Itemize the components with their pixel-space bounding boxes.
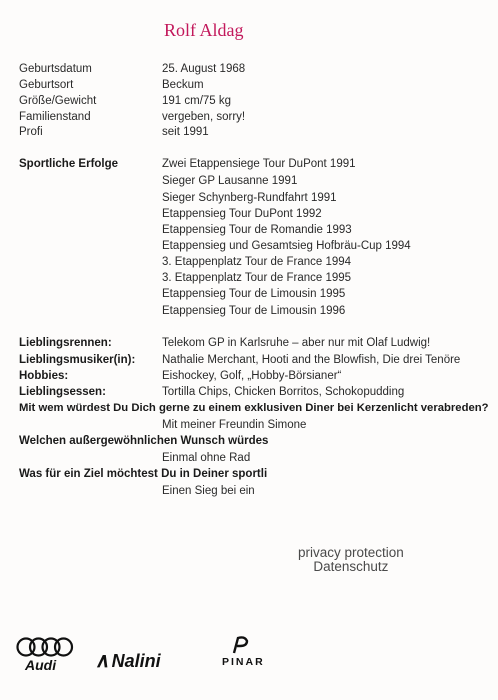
privacy-line: privacy protection xyxy=(298,545,404,560)
achievement-item: Etappensieg Tour DuPont 1992 xyxy=(162,208,322,220)
profile-label: Geburtsdatum xyxy=(19,63,92,75)
favorite-value: Telekom GP in Karlsruhe – aber nur mit Olaf Ludwig! xyxy=(162,337,431,349)
achievement-item: Etappensieg Tour de Limousin 1995 xyxy=(162,288,346,300)
profile-value: vergeben, sorry! xyxy=(162,111,246,123)
privacy-notice xyxy=(298,546,404,574)
nalini-logo-text: Nalini xyxy=(111,651,161,671)
favorite-label: Hobbies: xyxy=(19,370,69,382)
achievement-item: Sieger Schynberg-Rundfahrt 1991 xyxy=(162,192,337,204)
favorite-value: Tortilla Chips, Chicken Borritos, Schokopudding xyxy=(162,386,405,398)
audi-logo: Audi xyxy=(25,657,57,673)
favorite-value: Nathalie Merchant, Hooti and the Blowfish, Die drei Tenöre xyxy=(162,354,461,366)
achievement-item: Etappensieg Tour de Limousin 1996 xyxy=(162,305,346,317)
favorite-value: Eishockey, Golf, „Hobby-Börsianer“ xyxy=(162,370,342,382)
answer-text: Einen Sieg bei ein xyxy=(162,485,255,497)
page-title: Rolf Aldag xyxy=(164,20,244,40)
answer-text: Einmal ohne Rad xyxy=(162,452,251,464)
profile-label: Größe/Gewicht xyxy=(19,95,97,107)
favorite-label: Lieblingsrennen: xyxy=(19,337,112,349)
pinarello-mark-icon xyxy=(230,635,252,655)
profile-value: seit 1991 xyxy=(162,126,209,138)
achievement-item: Sieger GP Lausanne 1991 xyxy=(162,175,298,187)
question-text: Was für ein Ziel möchtest Du in Deiner sportli xyxy=(19,468,268,480)
question-text: Mit wem würdest Du Dich gerne zu einem exklusiven Diner bei Kerzenlicht verabreden? xyxy=(19,402,489,414)
answer-text: Mit meiner Freundin Simone xyxy=(162,419,307,431)
nalini-logo: ∧Nalini xyxy=(93,650,161,672)
profile-value: 25. August 1968 xyxy=(162,63,246,75)
profile-label: Geburtsort xyxy=(19,79,74,91)
profile-label: Profi xyxy=(19,126,43,138)
achievement-item: Etappensieg Tour de Romandie 1993 xyxy=(162,224,352,236)
profile-value: 191 cm/75 kg xyxy=(162,95,232,107)
audi-rings-icon xyxy=(15,636,75,658)
achievement-item: Zwei Etappensiege Tour DuPont 1991 xyxy=(162,158,356,170)
question-text: Welchen außergewöhnlichen Wunsch würdes xyxy=(19,435,269,447)
profile-value: Beckum xyxy=(162,79,204,91)
favorite-label: Lieblingsmusiker(in): xyxy=(19,354,136,366)
achievement-item: Etappensieg und Gesamtsieg Hofbräu-Cup 1994 xyxy=(162,240,411,252)
privacy-line: Datenschutz xyxy=(313,559,389,574)
pinarello-logo: PINAR xyxy=(222,656,265,668)
profile-label: Familienstand xyxy=(19,111,91,123)
achievement-item: 3. Etappenplatz Tour de France 1994 xyxy=(162,256,352,268)
achievement-item: 3. Etappenplatz Tour de France 1995 xyxy=(162,272,352,284)
achievements-label: Sportliche Erfolge xyxy=(19,158,119,170)
favorite-label: Lieblingsessen: xyxy=(19,386,106,398)
